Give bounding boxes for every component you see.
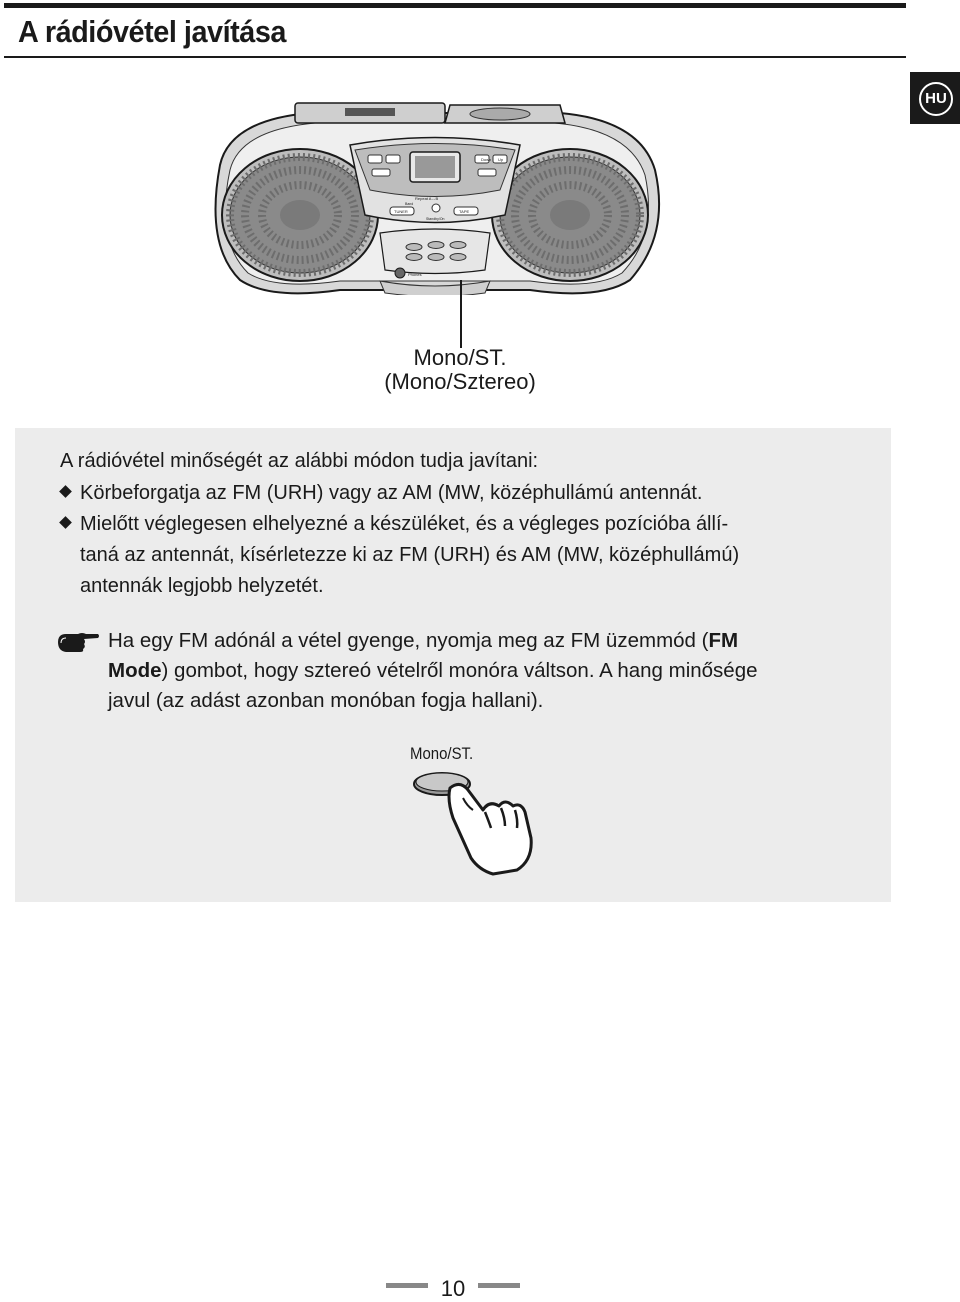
svg-text:Band: Band: [405, 202, 414, 206]
note-bold-mode: Mode: [108, 659, 162, 682]
note-bold-fm: FM: [708, 629, 739, 652]
footer-bar-right: [478, 1283, 520, 1288]
bullet-text: Körbeforgatja az FM (URH) vagy az AM (MW, középhullámú antennát.: [80, 482, 703, 504]
note-part-2: ) gombot, hogy sztereó vételről monóra váltson. A hang minősége: [161, 659, 758, 682]
note-part-3: javul (az adást azonban monóban fogja hallani).: [108, 689, 544, 712]
intro-text: A rádióvétel minőségét az alábbi módon tudja javítani:: [60, 450, 539, 472]
svg-text:Down: Down: [481, 157, 492, 162]
boombox-illustration: [200, 95, 670, 295]
bullet-text: taná az antennát, kísérletezze ki az FM (URH) és AM (MW, középhullámú): [80, 544, 740, 566]
caption-line-2: (Mono/Sztereo): [384, 369, 536, 394]
bullet-item-placement: [80, 509, 728, 539]
bullet-text: Mielőtt véglegesen elhelyezné a készüléket, és a végleges pozícióba állí-: [80, 513, 729, 535]
svg-text:TAPE: TAPE: [459, 209, 470, 214]
note-text: [108, 626, 848, 716]
svg-text:Standby/On: Standby/On: [426, 217, 445, 221]
svg-text:TUNER: TUNER: [394, 209, 408, 214]
bullet-item-rotate: [80, 478, 702, 508]
button-label: Mono/ST.: [410, 744, 474, 763]
figure-caption: [360, 346, 560, 394]
page-title: A rádióvétel javítása: [18, 14, 286, 49]
button-press-illustration: [405, 770, 545, 880]
top-rule: [4, 3, 906, 8]
caption-line-1: Mono/ST.: [413, 345, 507, 370]
language-badge-label: HU: [919, 82, 953, 116]
title-underline: [4, 56, 906, 58]
language-badge: [910, 72, 960, 124]
callout-line: [460, 280, 462, 348]
svg-text:Up: Up: [498, 157, 504, 162]
bullet-continuation-line: [80, 571, 324, 601]
pointing-hand-icon: [56, 630, 100, 654]
note-part-1: Ha egy FM adónál a vétel gyenge, nyomja meg az FM üzemmód (: [108, 629, 709, 652]
page-number: 10: [440, 1276, 466, 1301]
bullet-continuation-line: [80, 540, 739, 570]
svg-text:Repeat A↔B: Repeat A↔B: [415, 196, 439, 201]
bullet-text: antennák legjobb helyzetét.: [80, 575, 324, 597]
footer-bar-left: [386, 1283, 428, 1288]
svg-text:Phones: Phones: [408, 272, 422, 277]
